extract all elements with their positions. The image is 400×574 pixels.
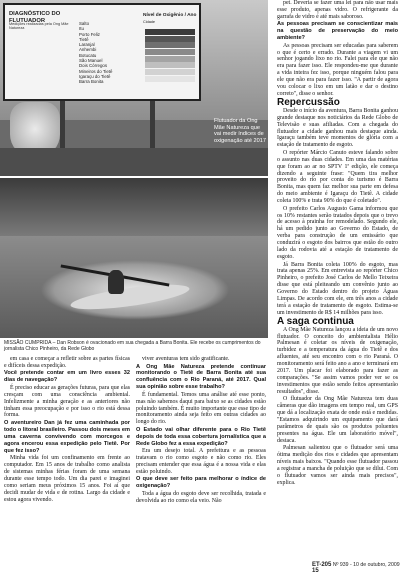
paddler bbox=[108, 270, 124, 294]
board-header-sub: Cidade bbox=[143, 20, 156, 24]
board-city: Tietê bbox=[79, 36, 89, 42]
diagnostic-board bbox=[3, 3, 201, 101]
board-city: Botucatu bbox=[79, 52, 97, 58]
article-paragraph: O prefeito Carlos Augusto Gama informou que os 10% restantes serão tratados depois que o trevo de acesso à prainha for remodelado. Segundo ele, há um pedido junto ao Governo do Estado, de verba para construção de um emissário que conduzirá o esgoto dos bairros que estão do outro lado da rodovia até a estação de tratamento de esgoto. bbox=[277, 205, 398, 260]
article-paragraph: Minha vida foi um confinamento em frente ao computador. Em 15 anos de trabalho como analista de sistemas minhas férias foram de uma semana durante esse tempo todo. Um dia parei e imaginei como seriam meus próximos 15 anos. Foi aí que decidi mudar de vida e de rotina. Largo da cidade e estou agora vivendo. bbox=[4, 455, 130, 503]
board-city: Salto bbox=[79, 21, 90, 26]
scale-swatch bbox=[145, 56, 195, 62]
article-paragraph: É preciso educar as gerações futuras, para que elas cresçam com uma consciência ambiental. Infelizmente a minha geração e as anteriores não tinham essa preocupação e por isso o rio está dessa forma. bbox=[4, 384, 130, 419]
board-header: Nível de Oxigênio / Ano bbox=[143, 13, 197, 18]
issue-meta: Nº 939 - 10 de outubro, 2009 bbox=[332, 562, 400, 568]
page-number: 15 bbox=[312, 568, 319, 574]
photo-crowd bbox=[0, 178, 268, 236]
article-paragraph: Já Barra Bonita coleta 100% do esgoto, mas trata apenas 25%. Em entrevista ao repórter Chico Pinheiro, o prefeito José Carlos de Mello Teixeira disse que está pleiteando um convênio junto ao Governo do Estado dentro do projeto Águas Limpas. De acordo com ele, em três anos a cidade terá a estação de tratamento de esgoto. Estima-se um investimento de R$ 14 milhões para isso. bbox=[277, 261, 398, 316]
article-paragraph: O repórter Márcio Canuto esteve falando sobre o assunto nas duas cidades. Em uma das matérias que foram ao ar no SPTV 1ª edição, ele começa dizendo a seguinte frase: "Quem tira melhor proveito do rio por conta do turismo é Barra Bonita, mas quem faz melhor sua parte em defesa do meio ambiente é Igaraçu do Tietê. A cidade coleta 100% e trata 90% do que é coletado". bbox=[277, 149, 398, 205]
board-city: Laranjal bbox=[79, 42, 95, 48]
board-city: São Manuel bbox=[79, 58, 103, 64]
scale-swatch bbox=[145, 69, 195, 75]
article-paragraph: em casa e começar a refletir sobre as partes físicas e difíceis dessa expedição. bbox=[4, 356, 130, 369]
article-paragraph: É fundamental. Temos uma análise até esse ponto, mas não sabemos daqui para baixo se as cidades estão poluindo também. É muito importante que esse tipo de monitoramento ainda seja feito em outras cidades ao longo do rio. bbox=[136, 391, 266, 426]
interview-question: Você pretende contar em um livro esses 32 dias de navegação? bbox=[4, 370, 130, 384]
photo-ground bbox=[0, 148, 268, 176]
scale-swatch bbox=[145, 76, 195, 82]
scale-swatch bbox=[145, 36, 195, 42]
photo-caption: MISSÃO CUMPRIDA – Dan Robson é ovacionado em sua chegada a Barra Bonita. Ele recebe os cumprimentos do jornalista Chico Pinheiro, da Rede Globo bbox=[4, 340, 261, 353]
board-subtitle: Medições realizadas pela Ong Mãe Natureza bbox=[9, 22, 69, 30]
interview-question: O que deve ser feito para melhorar o índice de oxigenação? bbox=[136, 476, 266, 490]
interview-question: A Ong Mãe Natureza pretende continuar monitorando o Tietê de Barra Bonita até sua confluência com o Rio Paraná, até 2017. Qual sua opinião sobre esse trabalho? bbox=[136, 363, 266, 391]
board-color-scale bbox=[145, 29, 195, 91]
interview-question: O aventureiro Dan já fez uma caminhada por todo o litoral brasileiro. Passou dois meses em uma caverna convivendo com morcegos e agora encerou essa expedição pelo Tietê. Por que fez isso? bbox=[4, 419, 130, 454]
article-paragraph: O flutuador da Ong Mãe Natureza tem duas câmeras que dão imagens em tempo real, um GPS que dá a localização exata de onde está e medidas. "Estamos adquirindo um equipamento que dará parâmetros de quais são os produtos poluentes presentes na água. Ele um laboratório móvel", destaca. bbox=[277, 396, 398, 444]
scale-swatch bbox=[145, 49, 195, 55]
sign-post bbox=[60, 96, 65, 156]
scale-swatch bbox=[145, 42, 195, 48]
board-title: DIAGNÓSTICO DO FLUTUADOR bbox=[9, 11, 61, 24]
page-footer bbox=[312, 562, 400, 574]
scale-swatch bbox=[145, 29, 195, 35]
article-paragraph: Toda a água do esgoto deve ser recolhida, tratada e devolvida ao rio como ela veio. Não bbox=[136, 490, 266, 504]
section-heading: A saga continua bbox=[277, 315, 354, 327]
board-city: Igaraçu do Tietê bbox=[79, 73, 111, 79]
article-paragraph: Desde o início da aventura, Barra Bonita ganhou grande destaque nos noticiários da Rede Globo de Televisão e suas afiliadas. Com a chegada do flutuador a cidade ganhou mais destaque ainda. Igaraçu também teve momentos de glória com a estação de tratamento de esgoto. bbox=[277, 107, 398, 149]
article-paragraph: Palmesan salientou que o flutuador será uma ótima medição dos rios e cidades que apresentam níveis mais baixos. "Quando esse flutuador passou a registrar a mancha de poluição que se dilui. Com o flutuador vamos ser ainda mais precisos", explica. bbox=[277, 445, 398, 486]
board-city-list bbox=[79, 21, 112, 85]
section-heading: Repercussão bbox=[277, 96, 340, 108]
article-paragraph: Era um desejo total. A prefeitura e as pessoas tratavam o rio como esgoto e não como rio. Eles precisam entender que essa água é a nossa vida e elas estão poluindo. bbox=[136, 448, 266, 475]
article-paragraph: viver aventuras tem sido gratificante. bbox=[142, 356, 230, 362]
article-paragraph: pet. Deveria se fazer uma lei para não usar mais esse produto, apenas vidro. O refrigerante da garrafa de vidro é até mais saboroso. bbox=[277, 0, 398, 20]
article-column-2 bbox=[136, 356, 266, 505]
board-city: Anhembi bbox=[79, 47, 97, 53]
interview-question: O Estado vai olhar diferente para o Rio Tietê depois de toda essa cobertura jornalística que a Rede Globo fez a essa expedição? bbox=[136, 426, 266, 447]
article-column-3 bbox=[277, 0, 398, 487]
board-city: Itu bbox=[79, 26, 84, 32]
article-paragraph: As pessoas precisam ser educadas para saberem o que é certo e errado. Durante a viagem vi um senhor jogando lixo no rio. Falei para ele que não era para fazer isso. Ele respondeu-me que durante a vida inteira fez isso, porque ninguém falou para ele que não era para fazer isso. "A partir de agora vou colocar o lixo em um latão e dar o destino correto", disse o senhor. bbox=[277, 42, 398, 97]
board-city: Mineiros do Tietê bbox=[79, 68, 113, 74]
scale-swatch bbox=[145, 62, 195, 68]
article-paragraph: A Ong Mãe Natureza lançou a ideia de um novo flutuador. O conceito do ambientalista Hélio Palmesan é coletar os níveis de oxigenação, turbidez e a temperatura da água do Tietê e dos afluentes, até seu encontro com o rio Paraná. O monitoramento será feito ano a ano e terminará em 2017. Um placar foi elaborado para fazer as comparações. "Se assim vamos poder ver se os investimentos que estão sendo feitos apresentarão resultados", disse. bbox=[277, 326, 398, 395]
board-city: Porto Feliz bbox=[79, 31, 100, 37]
board-city: Dois Córregos bbox=[79, 63, 108, 69]
photo-caption: Flutuador da Ong Mãe Natureza que vai medir índices de oxigenação até 2017 bbox=[214, 118, 266, 144]
article-column-1 bbox=[4, 356, 130, 504]
kayak-photo bbox=[0, 178, 268, 338]
sign-post bbox=[150, 96, 155, 156]
board-city: Barra Bonita bbox=[79, 79, 104, 85]
issue-label: ET-205 bbox=[312, 562, 332, 568]
flutuador-photo bbox=[0, 0, 268, 176]
interview-question: As pessoas precisam se conscientizar mais na questão de preservação do meio ambiente? bbox=[277, 21, 398, 42]
